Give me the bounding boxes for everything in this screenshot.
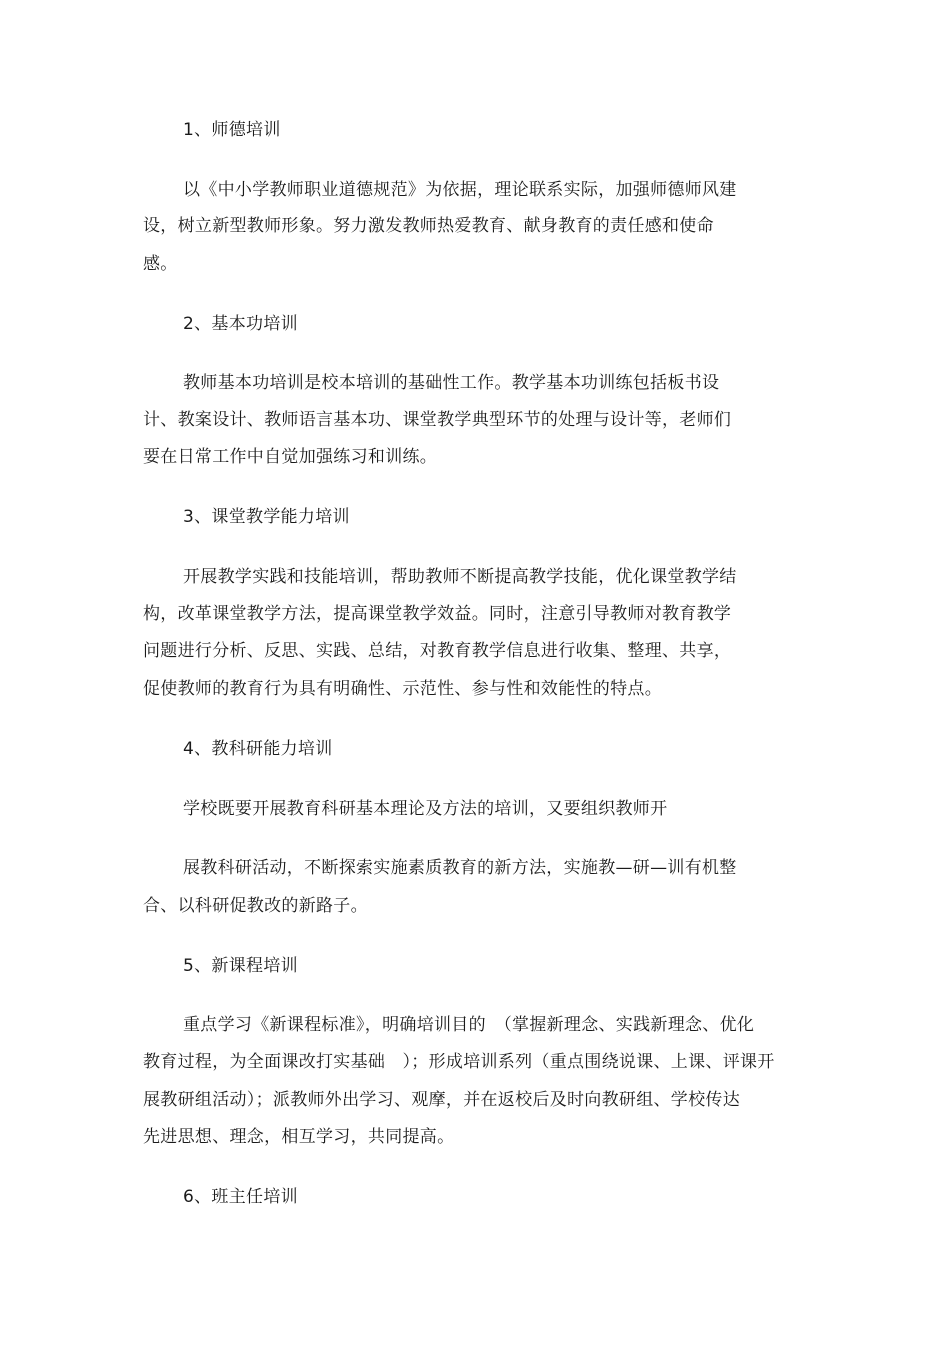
paragraph-line: 感。 <box>143 254 178 274</box>
paragraph-line: 要在日常工作中自觉加强练习和训练。 <box>143 447 438 467</box>
paragraph-line: 问题进行分析、反思、实践、总结，对教育教学信息进行收集、整理、共享， <box>143 641 732 661</box>
section-heading: 3、课堂教学能力培训 <box>183 507 350 527</box>
paragraph-line: 展教研组活动）；派教师外出学习、观摩，并在返校后及时向教研组、学校传达 <box>143 1090 740 1110</box>
paragraph-line: 展教科研活动，不断探索实施素质教育的新方法，实施教—研—训有机整 <box>183 858 737 878</box>
paragraph-line: 构，改革课堂教学方法，提高课堂教学效益。同时，注意引导教师对教育教学 <box>143 604 732 624</box>
paragraph-line: 以《中小学教师职业道德规范》为依据，理论联系实际，加强师德师风建 <box>183 180 737 200</box>
paragraph-line: 开展教学实践和技能培训，帮助教师不断提高教学技能，优化课堂教学结 <box>183 567 737 587</box>
paragraph-line: 教育过程，为全面课改打实基础 ）；形成培训系列（重点围绕说课、上课、评课开 <box>143 1052 775 1072</box>
paragraph-line: 促使教师的教育行为具有明确性、示范性、参与性和效能性的特点。 <box>143 679 662 699</box>
paragraph-line: 先进思想、理念，相互学习，共同提高。 <box>143 1127 455 1147</box>
paragraph-line: 计、教案设计、教师语言基本功、课堂教学典型环节的处理与设计等，老师们 <box>143 410 732 430</box>
section-heading: 4、教科研能力培训 <box>183 739 333 759</box>
section-heading: 5、新课程培训 <box>183 956 298 976</box>
section-heading: 6、班主任培训 <box>183 1187 298 1207</box>
paragraph-line: 教师基本功培训是校本培训的基础性工作。教学基本功训练包括板书设 <box>183 373 720 393</box>
paragraph-line: 合、以科研促教改的新路子。 <box>143 896 368 916</box>
section-heading: 2、基本功培训 <box>183 314 298 334</box>
paragraph-line: 学校既要开展教育科研基本理论及方法的培训，又要组织教师开 <box>183 799 668 819</box>
section-heading: 1、师德培训 <box>183 120 281 140</box>
paragraph-line: 重点学习《新课程标准》，明确培训目的 （掌握新理念、实践新理念、优化 <box>183 1015 755 1035</box>
paragraph-line: 设，树立新型教师形象。努力激发教师热爱教育、献身教育的责任感和使命 <box>143 216 714 236</box>
